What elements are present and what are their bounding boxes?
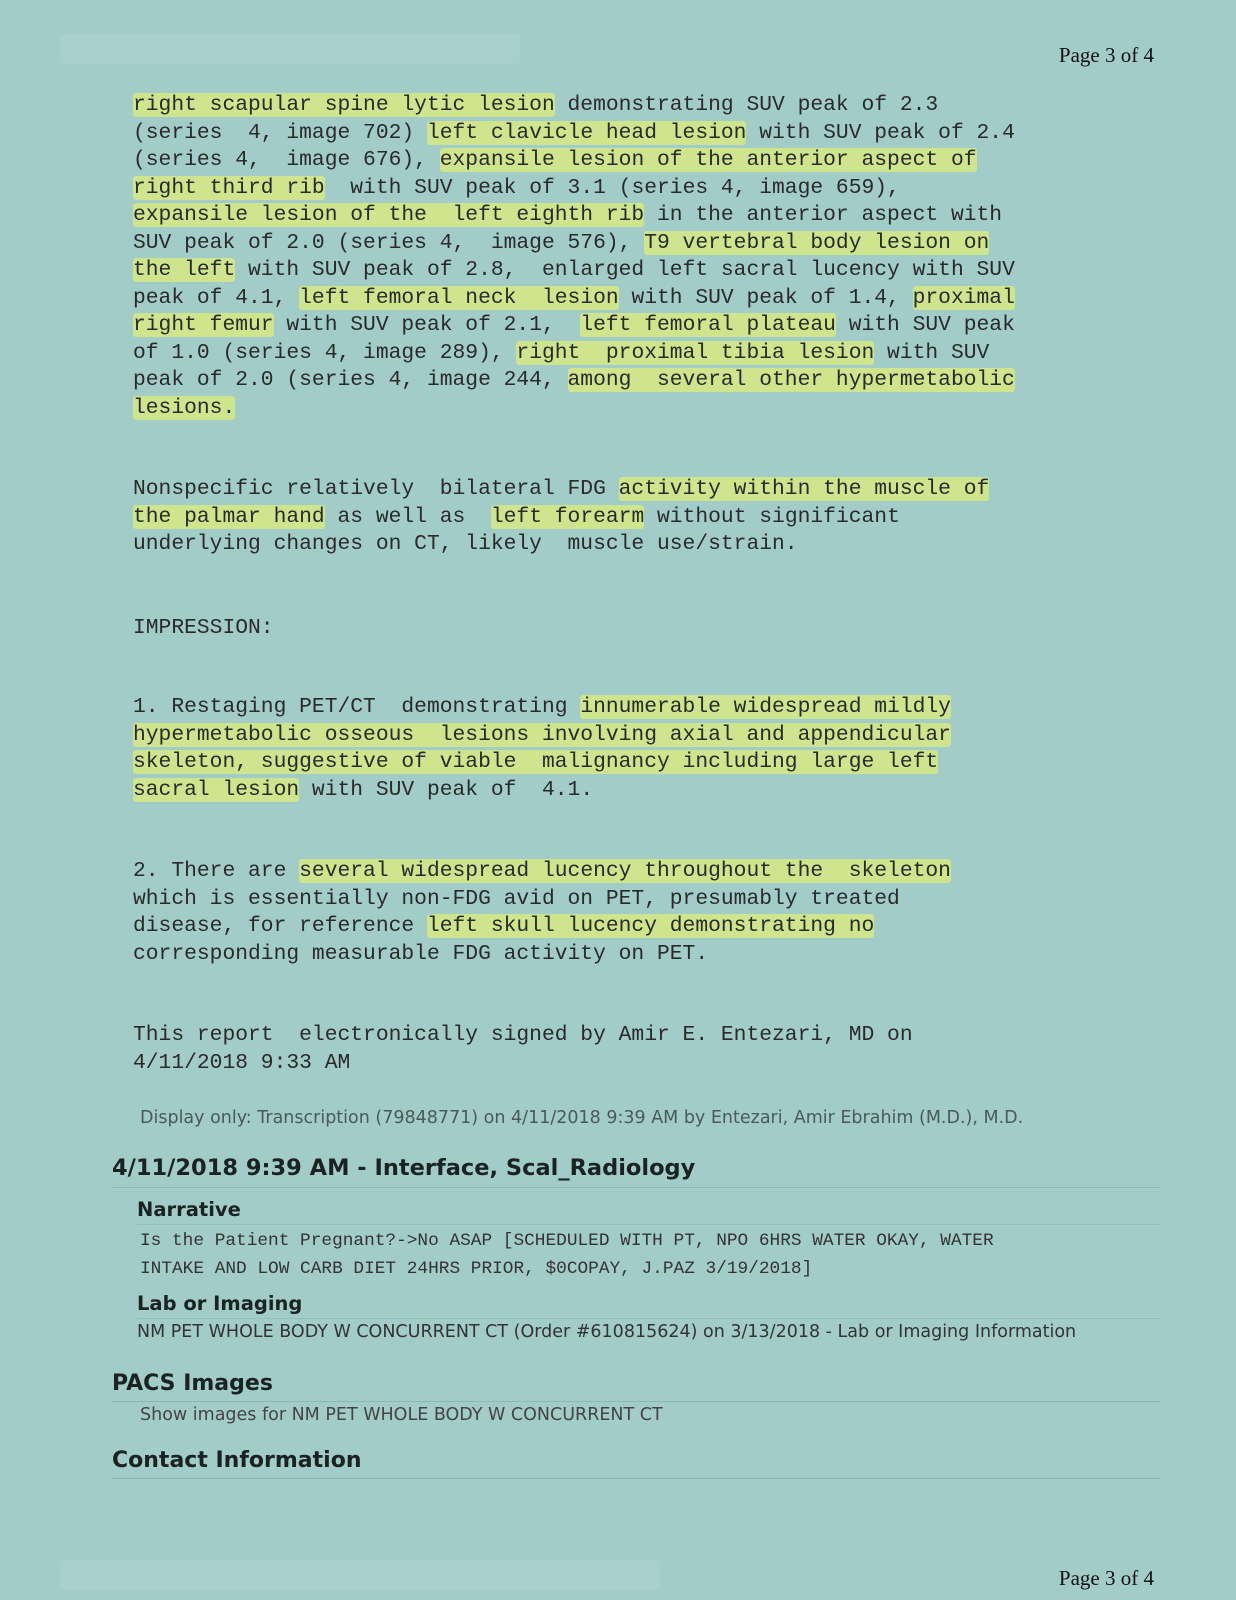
- impression-item-1: [133, 694, 1143, 804]
- lesions-paragraph: [133, 92, 1143, 422]
- highlighted-text: sacral lesion: [133, 777, 300, 802]
- highlighted-text: among several other hypermetabolic: [567, 368, 1015, 392]
- text-segment: with SUV peak of 2.1,: [273, 313, 581, 337]
- page-number-bottom: Page 3 of 4: [1058, 1566, 1154, 1590]
- text-segment: of 1.0 (series 4, image 289),: [133, 340, 517, 365]
- text-segment: demonstrating SUV peak of 2.3: [554, 93, 939, 117]
- subsection-divider: [137, 1224, 1160, 1225]
- text-segment: peak of 2.0 (series 4, image 244,: [133, 368, 568, 392]
- text-segment: with SUV: [874, 340, 990, 365]
- interface-heading: 4/11/2018 9:39 AM - Interface, Scal_Radiology: [112, 1155, 696, 1181]
- text-segment: with SUV peak: [835, 313, 1015, 337]
- highlighted-text: right femur: [133, 313, 274, 337]
- highlighted-text: left femoral neck lesion: [299, 285, 619, 310]
- text-line: [133, 92, 1143, 120]
- text-segment: 4/11/2018 9:33 AM: [133, 1050, 351, 1075]
- text-line: [133, 367, 1143, 395]
- highlighted-text: right scapular spine lytic lesion: [133, 93, 555, 117]
- text-segment: peak of 4.1,: [133, 285, 300, 310]
- impression-heading: IMPRESSION:: [133, 616, 274, 640]
- highlighted-text: skeleton, suggestive of viable malignancy including large left: [133, 750, 939, 774]
- nonspecific-paragraph: [133, 476, 1143, 559]
- highlighted-text: left femoral plateau: [580, 313, 836, 337]
- text-segment: with SUV peak of 3.1 (series 4, image 659),: [324, 175, 900, 200]
- contact-information-heading: Contact Information: [112, 1448, 362, 1473]
- highlighted-text: proximal: [912, 285, 1015, 310]
- text-segment: This report electronically signed by Amir E. Entezari, MD on: [133, 1023, 913, 1047]
- text-line: [133, 285, 1143, 313]
- text-line: [133, 504, 1143, 532]
- subsection-divider: [137, 1318, 1160, 1319]
- highlighted-text: left skull lucency demonstrating no: [426, 914, 875, 938]
- narrative-text: [140, 1227, 1150, 1283]
- narrative-line: Is the Patient Pregnant?->No ASAP [SCHEDULED WITH PT, NPO 6HRS WATER OKAY, WATER: [140, 1231, 994, 1251]
- highlighted-text: right third rib: [133, 175, 325, 200]
- scan-artifact: [60, 34, 520, 64]
- highlighted-text: hypermetabolic osseous lesions involving axial and appendicular: [133, 722, 951, 747]
- text-line: [133, 312, 1143, 340]
- text-line: [133, 722, 1143, 750]
- text-line: [133, 777, 1143, 805]
- highlighted-text: several widespread lucency throughout the skeleton: [299, 859, 951, 883]
- text-segment: disease, for reference: [133, 914, 427, 938]
- text-segment: 2. There are: [133, 859, 300, 883]
- lab-imaging-heading: Lab or Imaging: [137, 1292, 303, 1315]
- text-segment: corresponding measurable FDG activity on PET.: [133, 941, 709, 966]
- text-line: [133, 858, 1143, 886]
- text-line: [133, 886, 1143, 914]
- text-line: [133, 175, 1143, 203]
- highlighted-text: activity within the muscle of: [618, 477, 990, 501]
- text-line: [133, 476, 1143, 504]
- text-segment: (series 4, image 702): [133, 120, 427, 145]
- text-line: [133, 531, 1143, 559]
- signature-statement: [133, 1022, 1143, 1077]
- text-line: [133, 120, 1143, 148]
- narrative-heading: Narrative: [137, 1198, 241, 1221]
- text-line: [133, 147, 1143, 175]
- section-divider: [112, 1187, 1160, 1188]
- impression-item-2: [133, 858, 1143, 968]
- text-segment: with SUV peak of 2.8, enlarged left sacral lucency with SUV: [235, 258, 1015, 282]
- narrative-line: INTAKE AND LOW CARB DIET 24HRS PRIOR, $0COPAY, J.PAZ 3/19/2018]: [140, 1259, 813, 1279]
- highlighted-text: right proximal tibia lesion: [516, 340, 875, 365]
- text-segment: with SUV peak of 1.4,: [618, 285, 913, 310]
- text-line: [133, 913, 1143, 941]
- highlighted-text: expansile lesion of the anterior aspect of: [439, 148, 977, 172]
- text-segment: underlying changes on CT, likely muscle use/strain.: [133, 532, 798, 556]
- pacs-images-heading: PACS Images: [112, 1371, 273, 1396]
- section-divider: [112, 1478, 1160, 1479]
- highlighted-text: lesions.: [133, 395, 236, 420]
- text-segment: SUV peak of 2.0 (series 4, image 576),: [133, 230, 645, 255]
- text-segment: with SUV peak of 2.4: [746, 120, 1015, 145]
- highlighted-text: left clavicle head lesion: [426, 120, 747, 145]
- text-line: [133, 230, 1143, 258]
- highlighted-text: T9 vertebral body lesion on: [644, 230, 990, 255]
- highlighted-text: the left: [133, 258, 236, 282]
- highlighted-text: the palmar hand: [133, 504, 325, 529]
- text-line: [133, 941, 1143, 969]
- text-line: [133, 749, 1143, 777]
- text-line: [133, 395, 1143, 423]
- pacs-images-link[interactable]: Show images for NM PET WHOLE BODY W CONCURRENT CT: [140, 1405, 663, 1425]
- highlighted-text: innumerable widespread mildly: [580, 695, 951, 719]
- scan-artifact: [60, 1560, 660, 1590]
- highlighted-text: left forearm: [490, 504, 645, 529]
- text-segment: (series 4, image 676),: [133, 148, 440, 172]
- highlighted-text: expansile lesion of the left eighth rib: [133, 203, 645, 227]
- page-number-top: Page 3 of 4: [1058, 43, 1154, 67]
- text-segment: Nonspecific relatively bilateral FDG: [133, 477, 619, 501]
- text-segment: in the anterior aspect with: [644, 203, 1003, 227]
- display-only-note: Display only: Transcription (79848771) on 4/11/2018 9:39 AM by Entezari, Amir Ebrahim (M.D.), M.D.: [140, 1108, 1024, 1128]
- text-segment: 1. Restaging PET/CT demonstrating: [133, 695, 581, 719]
- text-line: [133, 1022, 1143, 1050]
- text-segment: as well as: [324, 504, 491, 529]
- text-line: [133, 340, 1143, 368]
- text-segment: which is essentially non-FDG avid on PET, presumably treated: [133, 886, 900, 911]
- section-divider: [112, 1401, 1160, 1402]
- text-segment: with SUV peak of 4.1.: [299, 777, 594, 802]
- text-line: [133, 1050, 1143, 1078]
- text-segment: without significant: [644, 504, 900, 529]
- text-line: [133, 694, 1143, 722]
- text-line: [133, 202, 1143, 230]
- lab-imaging-text: NM PET WHOLE BODY W CONCURRENT CT (Order #610815624) on 3/13/2018 - Lab or Imaging Information: [137, 1322, 1077, 1342]
- text-line: [133, 257, 1143, 285]
